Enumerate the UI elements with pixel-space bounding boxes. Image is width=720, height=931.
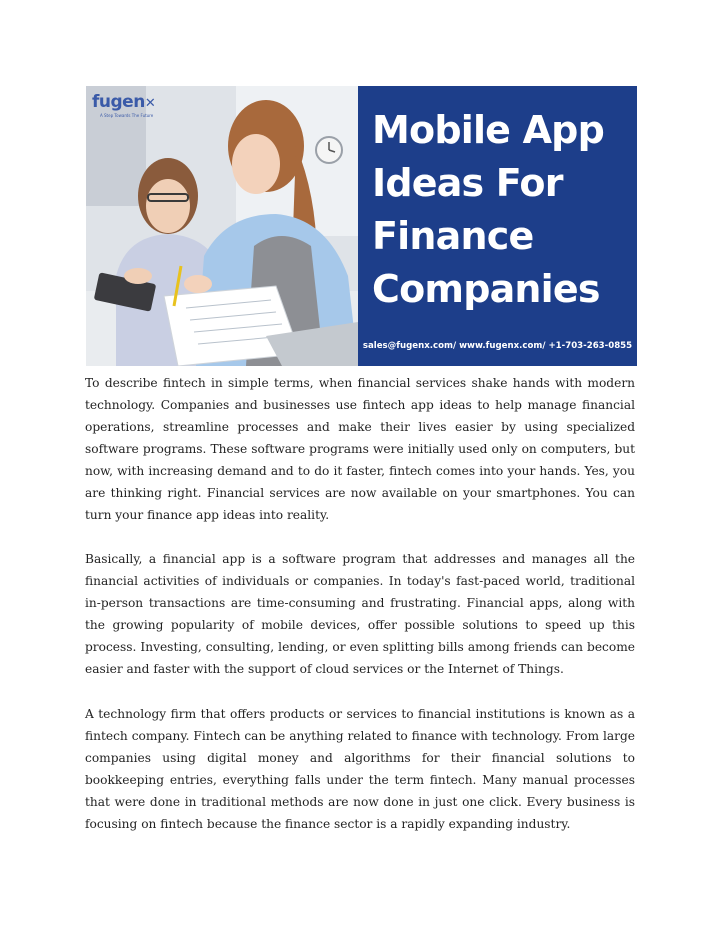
headline-line: Mobile App (372, 108, 604, 152)
body-paragraph: Basically, a financial app is a software program that addresses and manages all the financial activities of individuals or companies. In today's fast-paced world, traditional in-person transactions are time-consuming and frustrating. Financial apps, along with the growing popularity of mobile devices, offer possible solutions to speed up this process. Investing, consulting, lending, or even splitting bills among friends can become easier and faster with the support of cloud services or the Internet of Things. (85, 552, 635, 676)
title-panel (358, 86, 637, 366)
headline-line: Finance (372, 214, 534, 258)
headline-line: Companies (372, 267, 600, 311)
photo-illustration (86, 86, 358, 366)
office-photo (86, 86, 358, 366)
body-paragraph: To describe fintech in simple terms, when financial services shake hands with modern technology. Companies and businesses use fintech app ideas to help manage financial operations, streamline processes and make their lives easier by using specialized software programs. These software programs were initially used only on computers, but now, with increasing demand and to do it faster, fintech comes into your hands. Yes, you are thinking right. Financial services are now available on your smartphones. You can turn your finance app ideas into reality. (85, 376, 635, 522)
banner-headline (372, 104, 632, 316)
brand-logo: fugen✕ (92, 92, 156, 112)
logo-tagline: A Step Towards The Future (100, 113, 154, 118)
body-paragraph: A technology firm that offers products or services to financial institutions is known as a fintech company. Fintech can be anything related to finance with technology. From large companies using digital money and algorithms for their financial solutions to bookkeeping entries, everything falls under the term fintech. Many manual processes that were done in traditional methods are now done in just one click. Every business is focusing on fintech because the finance sector is a rapidly expanding industry. (85, 707, 635, 831)
contact-info: sales@fugenx.com/ www.fugenx.com/ +1-703-263-0855 (362, 341, 633, 351)
headline-line: Ideas For (372, 161, 563, 205)
header-banner (86, 86, 637, 366)
